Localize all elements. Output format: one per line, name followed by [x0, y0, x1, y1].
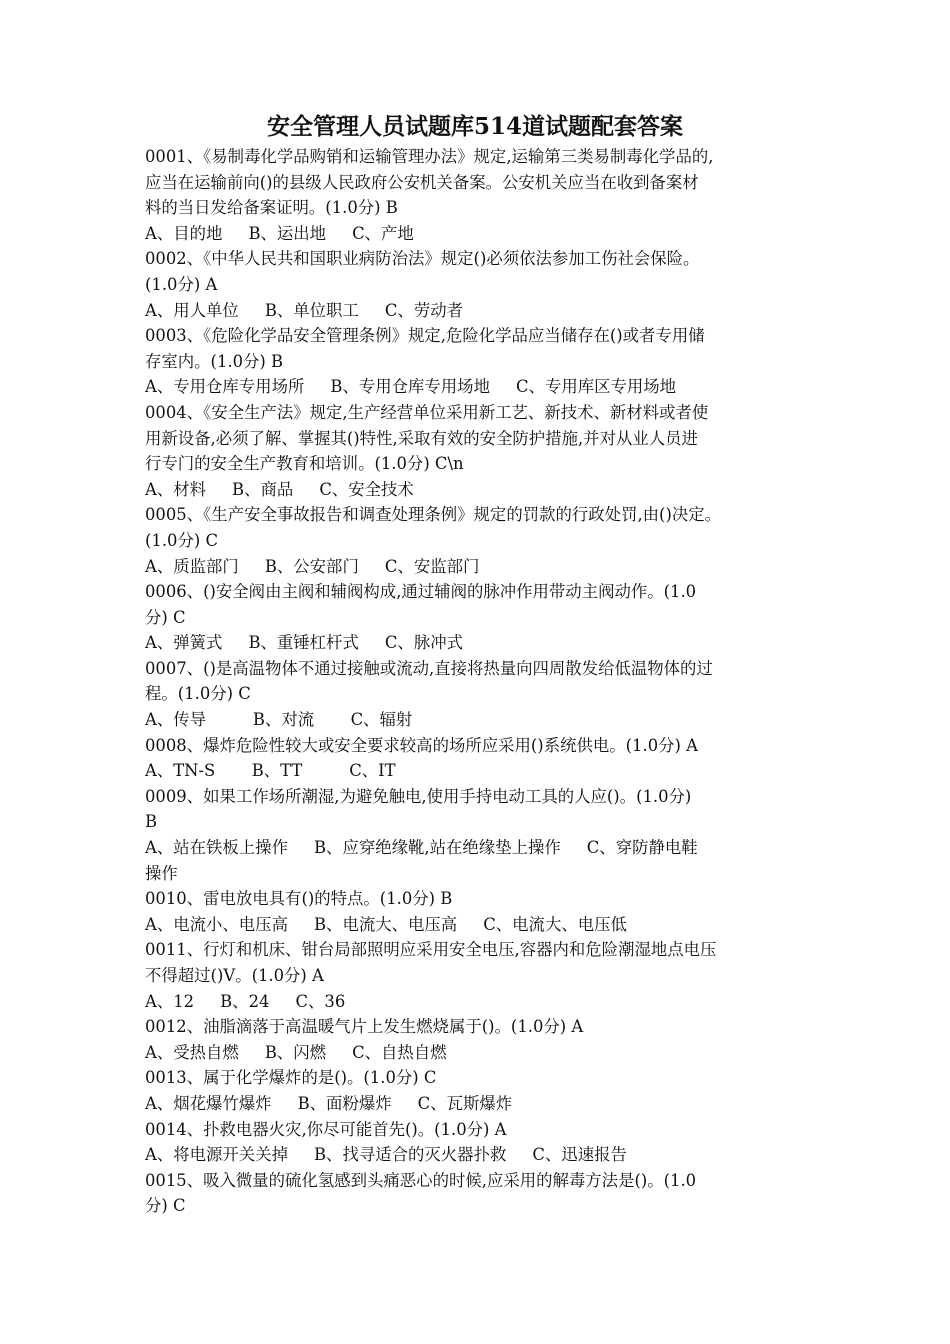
text-line: 0015、吸入微量的硫化氢感到头痛恶心的时候,应采用的解毒方法是()。(1.0: [145, 1170, 697, 1190]
text-line: A、材料 B、商品 C、安全技术: [145, 479, 414, 499]
text-line: 分) C: [145, 1196, 186, 1216]
text-line: A、目的地 B、运出地 C、产地: [145, 223, 414, 243]
text-line: 0008、爆炸危险性较大或安全要求较高的场所应采用()系统供电。(1.0分) A: [145, 735, 698, 755]
text-line: 0009、如果工作场所潮湿,为避免触电,使用手持电动工具的人应()。(1.0分): [145, 786, 692, 806]
text-line: A、电流小、电压高 B、电流大、电压高 C、电流大、电压低: [145, 914, 627, 934]
text-line: 行专门的安全生产教育和培训。(1.0分) C\n: [145, 454, 464, 474]
text-line: A、将电源开关关掉 B、找寻适合的灭火器扑救 C、迅速报告: [145, 1145, 627, 1165]
text-line: A、传导 B、对流 C、辐射: [145, 710, 413, 730]
text-line: 0011、行灯和机床、钳台局部照明应采用安全电压,容器内和危险潮湿地点电压: [145, 940, 717, 960]
text-line: 0003、《危险化学品安全管理条例》规定,危险化学品应当储存在()或者专用储: [145, 326, 705, 346]
text-line: 0005、《生产安全事故报告和调查处理条例》规定的罚款的行政处罚,由()决定。: [145, 505, 722, 525]
text-line: 0002、《中华人民共和国职业病防治法》规定()必须依法参加工伤社会保险。: [145, 249, 700, 269]
text-line: A、TN-S B、TT C、IT: [145, 761, 396, 781]
text-line: 0004、《安全生产法》规定,生产经营单位采用新工艺、新技术、新材料或者使: [145, 402, 709, 422]
text-line: 0006、()安全阀由主阀和辅阀构成,通过辅阀的脉冲作用带动主阀动作。(1.0: [145, 582, 697, 602]
text-line: 0010、雷电放电具有()的特点。(1.0分) B: [145, 889, 453, 909]
text-line: 分) C: [145, 607, 186, 627]
text-line: 用新设备,必须了解、掌握其()特性,采取有效的安全防护措施,并对从业人员进: [145, 428, 698, 448]
text-line: A、受热自燃 B、闪燃 C、自热自燃: [145, 1042, 447, 1062]
text-line: B: [145, 812, 158, 832]
text-line: 0012、油脂滴落于高温暖气片上发生燃烧属于()。(1.0分) A: [145, 1017, 584, 1037]
text-line: A、12 B、24 C、36: [145, 991, 346, 1011]
text-line: (1.0分) A: [145, 274, 218, 294]
text-line: 0014、扑救电器火灾,你尽可能首先()。(1.0分) A: [145, 1119, 507, 1139]
text-line: 程。(1.0分) C: [145, 684, 251, 704]
document-body: [145, 144, 825, 1219]
text-line: 应当在运输前向()的县级人民政府公安机关备案。公安机关应当在收到备案材: [145, 172, 699, 192]
text-line: 0013、属于化学爆炸的是()。(1.0分) C: [145, 1068, 437, 1088]
text-line: A、站在铁板上操作 B、应穿绝缘靴,站在绝缘垫上操作 C、穿防静电鞋: [145, 838, 698, 858]
text-line: 0001、《易制毒化学品购销和运输管理办法》规定,运输第三类易制毒化学品的,: [145, 147, 714, 166]
document-title: 安全管理人员试题库514道试题配套答案: [266, 113, 683, 140]
text-line: 不得超过()V。(1.0分) A: [145, 966, 324, 985]
text-line: A、专用仓库专用场所 B、专用仓库专用场地 C、专用库区专用场地: [145, 377, 677, 397]
text-line: 料的当日发给备案证明。(1.0分) B: [145, 198, 398, 218]
text-line: (1.0分) C: [145, 530, 218, 550]
text-line: A、弹簧式 B、重锤杠杆式 C、脉冲式: [145, 633, 463, 653]
text-line: A、用人单位 B、单位职工 C、劳动者: [145, 300, 463, 320]
text-line: 存室内。(1.0分) B: [145, 351, 284, 371]
text-line: A、质监部门 B、公安部门 C、安监部门: [145, 556, 480, 576]
text-line: 0007、()是高温物体不通过接触或流动,直接将热量向四周散发给低温物体的过: [145, 658, 713, 678]
text-line: A、烟花爆竹爆炸 B、面粉爆炸 C、瓦斯爆炸: [145, 1093, 513, 1113]
text-line: 操作: [145, 863, 178, 883]
